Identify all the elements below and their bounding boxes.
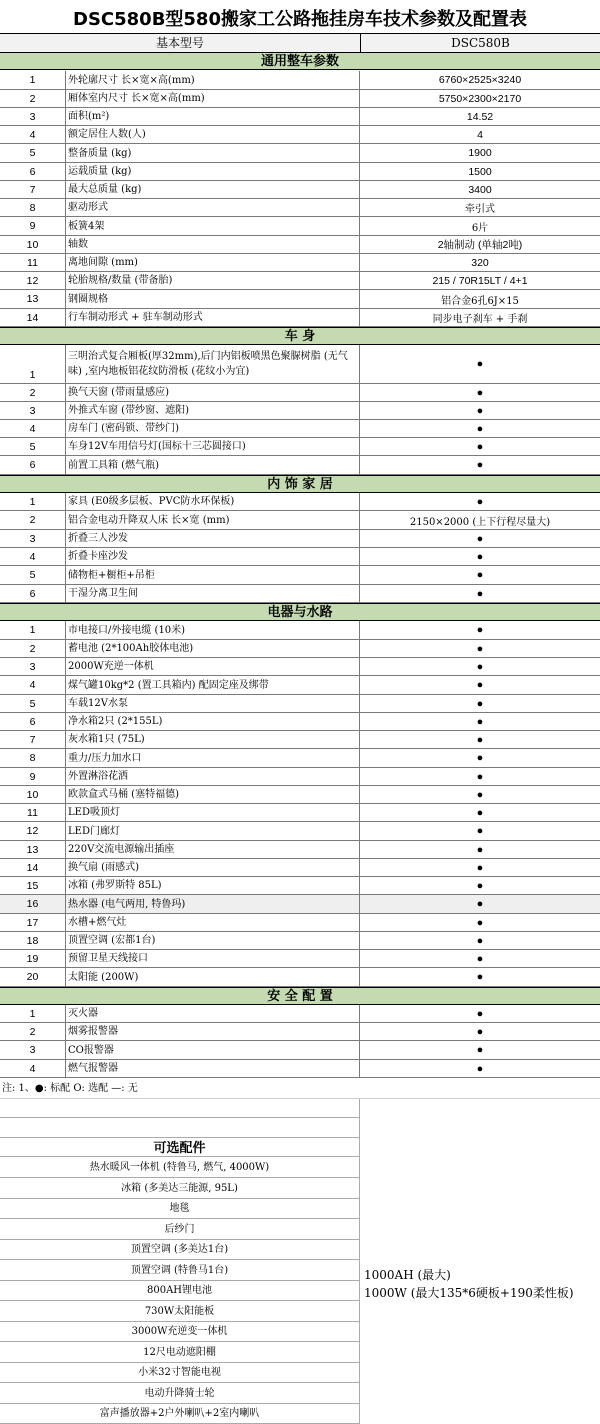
row-number: 3 xyxy=(0,402,66,419)
row-value: 6片 xyxy=(471,222,489,234)
table-row xyxy=(0,511,600,530)
row-value: ● xyxy=(476,806,484,819)
section-general-title: 通用整车参数 xyxy=(0,52,600,70)
row-parameter: 面积(m²) xyxy=(66,108,360,125)
table-row xyxy=(0,71,600,90)
row-value: ● xyxy=(476,715,484,728)
row-value: ● xyxy=(476,1044,484,1056)
row-parameter: 预留卫星天线接口 xyxy=(66,950,360,967)
table-row xyxy=(0,126,600,144)
row-number: 1 xyxy=(0,1005,66,1022)
row-value: ● xyxy=(476,679,484,691)
page-title: DSC580B型580搬家工公路拖挂房车技术参数及配置表 xyxy=(73,9,527,30)
row-parameter: 厢体室内尺寸 长×宽×高(mm) xyxy=(66,90,360,107)
row-value: ● xyxy=(476,879,484,892)
option-item: 800AH锂电池 xyxy=(0,1280,360,1301)
table-row xyxy=(0,695,600,713)
table-row xyxy=(0,1005,600,1023)
table-row xyxy=(0,804,600,822)
solar-note: 1000W (最大135*6硬板+190柔性板) xyxy=(364,1286,574,1300)
row-parameter: 太阳能 (200W) xyxy=(66,968,360,986)
row-number: 8 xyxy=(0,199,66,216)
row-number: 6 xyxy=(0,456,66,474)
table-row xyxy=(0,786,600,804)
table-row xyxy=(0,768,600,786)
row-parameter: 铝合金电动升降双人床 长×宽 (mm) xyxy=(66,511,360,529)
row-value: ● xyxy=(476,422,484,435)
row-number: 13 xyxy=(0,290,66,308)
table-row xyxy=(0,181,600,199)
row-number: 11 xyxy=(0,804,66,821)
row-parameter: 额定居住人数(人) xyxy=(66,126,360,143)
row-number: 7 xyxy=(0,181,66,198)
header-model: DSC580B xyxy=(451,36,510,50)
row-number: 4 xyxy=(0,1060,66,1077)
row-number: 5 xyxy=(0,438,66,455)
row-value: ● xyxy=(476,358,484,370)
table-row xyxy=(0,676,600,695)
option-item: 顶置空调 (特鲁马1台) xyxy=(0,1260,360,1281)
row-parameter: 折叠三人沙发 xyxy=(66,530,360,547)
row-value: ● xyxy=(476,733,484,746)
row-number: 2 xyxy=(0,384,66,401)
table-row xyxy=(0,640,600,658)
row-parameter: 前置工具箱 (燃气瓶) xyxy=(66,456,360,474)
row-parameter: 家具 (E0级多层板、PVC防水环保板) xyxy=(66,493,360,510)
table-row xyxy=(0,309,600,327)
row-value: 1500 xyxy=(468,165,492,178)
table-row xyxy=(0,420,600,438)
table-row xyxy=(0,841,600,859)
row-number: 2 xyxy=(0,1023,66,1040)
row-number: 10 xyxy=(0,786,66,803)
row-number: 6 xyxy=(0,163,66,180)
table-row xyxy=(0,1041,600,1060)
table-row xyxy=(0,548,600,566)
row-parameter: CO报警器 xyxy=(66,1041,360,1059)
row-number: 9 xyxy=(0,217,66,235)
row-value: ● xyxy=(476,550,484,563)
row-parameter: 驱动形式 xyxy=(66,199,360,216)
option-item: 730W太阳能板 xyxy=(0,1301,360,1322)
table-row xyxy=(0,272,600,290)
row-parameter: 煤气罐10kg*2 (置工具箱内) 配固定座及绑带 xyxy=(66,676,360,694)
option-item: 小米32寸智能电视 xyxy=(0,1362,360,1383)
row-value: ● xyxy=(476,770,484,783)
row-parameter: 板簧4架 xyxy=(66,217,360,235)
option-item: 后纱门 xyxy=(0,1219,360,1240)
legend-note: 注: 1、●: 标配 O: 选配 —: 无 xyxy=(0,1079,600,1099)
row-value: ● xyxy=(476,843,484,856)
row-parameter: 蓄电池 (2*100Ah胶体电池) xyxy=(66,640,360,657)
row-value: 14.52 xyxy=(466,110,494,123)
table-row xyxy=(0,968,600,987)
blank-row xyxy=(0,1118,360,1138)
option-item: 顶置空调 (多美达1台) xyxy=(0,1239,360,1260)
row-parameter: 市电接口/外接电缆 (10米) xyxy=(66,621,360,639)
row-number: 1 xyxy=(0,345,66,383)
table-row xyxy=(0,290,600,309)
table-row xyxy=(0,530,600,548)
row-number: 12 xyxy=(0,272,66,289)
row-parameter: 车载12V水泵 xyxy=(66,695,360,712)
section-electrical-title: 电器与水路 xyxy=(0,603,600,621)
section-body-title: 车 身 xyxy=(0,327,600,345)
table-row xyxy=(0,90,600,108)
row-parameter: 干湿分离卫生间 xyxy=(66,585,360,602)
row-parameter: 净水箱2只 (2*155L) xyxy=(66,713,360,730)
row-value: 5750×2300×2170 xyxy=(438,92,522,105)
table-row xyxy=(0,199,600,217)
row-value: ● xyxy=(476,440,484,453)
row-number: 4 xyxy=(0,420,66,437)
section-interior-title: 内 饰 家 居 xyxy=(0,475,600,493)
row-parameter: 外推式车窗 (带纱窗、遮阳) xyxy=(66,402,360,419)
row-value: ● xyxy=(476,971,484,983)
table-row xyxy=(0,402,600,420)
table-header xyxy=(0,33,600,54)
row-value: ● xyxy=(476,532,484,545)
row-value: 215 / 70R15LT / 4+1 xyxy=(432,274,528,287)
blank-row xyxy=(0,1099,360,1118)
row-number: 2 xyxy=(0,511,66,529)
table-row xyxy=(0,438,600,456)
row-number: 17 xyxy=(0,914,66,931)
row-number: 9 xyxy=(0,768,66,785)
row-number: 5 xyxy=(0,566,66,584)
table-row xyxy=(0,895,600,914)
row-parameter: 欧款盒式马桶 (塞特福德) xyxy=(66,786,360,803)
row-value: 铝合金6孔6J×15 xyxy=(441,295,519,307)
row-parameter: 房车门 (密码锁、带纱门) xyxy=(66,420,360,437)
row-parameter: 烟雾报警器 xyxy=(66,1023,360,1040)
table-row xyxy=(0,163,600,181)
header-label: 基本型号 xyxy=(0,34,361,53)
row-parameter: 行车制动形式 + 驻车制动形式 xyxy=(66,309,360,326)
row-value: 6760×2525×3240 xyxy=(438,74,522,86)
table-row xyxy=(0,859,600,877)
row-number: 11 xyxy=(0,254,66,271)
row-value: ● xyxy=(476,697,484,710)
table-row xyxy=(0,1060,600,1078)
row-parameter: LED吸顶灯 xyxy=(66,804,360,821)
table-row xyxy=(0,144,600,163)
row-parameter: 顶置空调 (宏都1台) xyxy=(66,932,360,949)
row-value: 4 xyxy=(477,128,483,141)
row-value: ● xyxy=(476,934,484,947)
row-number: 10 xyxy=(0,236,66,253)
option-item: 冰箱 (多美达三能源, 95L) xyxy=(0,1178,360,1199)
table-row xyxy=(0,749,600,768)
table-row xyxy=(0,566,600,585)
row-parameter: 灰水箱1只 (75L) xyxy=(66,731,360,748)
row-value: 2150×2000 (上下行程尽量大) xyxy=(409,516,551,528)
row-value: ● xyxy=(476,898,484,910)
table-row xyxy=(0,585,600,603)
table-row xyxy=(0,950,600,968)
row-number: 4 xyxy=(0,676,66,694)
row-value: ● xyxy=(476,861,484,874)
row-parameter: LED门廊灯 xyxy=(66,822,360,840)
row-value: ● xyxy=(476,404,484,417)
row-value: ● xyxy=(476,1025,484,1038)
row-parameter: 最大总质量 (kg) xyxy=(66,181,360,198)
row-value: ● xyxy=(476,1007,484,1020)
row-parameter: 轴数 xyxy=(66,236,360,253)
row-value: ● xyxy=(476,624,484,636)
table-row xyxy=(0,236,600,254)
row-value: ● xyxy=(476,788,484,801)
row-number: 8 xyxy=(0,749,66,767)
row-parameter: 灭火器 xyxy=(66,1005,360,1022)
row-parameter: 钢圈规格 xyxy=(66,290,360,308)
row-number: 13 xyxy=(0,841,66,858)
row-number: 19 xyxy=(0,950,66,967)
row-number: 16 xyxy=(0,895,66,913)
row-number: 1 xyxy=(0,493,66,510)
row-number: 3 xyxy=(0,658,66,675)
option-item: 地毯 xyxy=(0,1198,360,1219)
table-row xyxy=(0,1023,600,1041)
row-parameter: 220V交流电源输出插座 xyxy=(66,841,360,858)
options-title: 可选配件 xyxy=(0,1138,360,1157)
row-number: 1 xyxy=(0,71,66,89)
table-row xyxy=(0,713,600,731)
table-row xyxy=(0,384,600,402)
row-value: 1900 xyxy=(468,147,492,159)
row-number: 14 xyxy=(0,309,66,326)
option-item: 电动升降骑士轮 xyxy=(0,1383,360,1404)
row-parameter: 三明治式复合厢板(厚32mm),后门内铝板喷黑色聚脲树脂 (无气味) ,室内地板铝花纹防滑板 (花纹小为宜) xyxy=(66,345,360,383)
row-number: 3 xyxy=(0,530,66,547)
table-row xyxy=(0,877,600,895)
row-number: 5 xyxy=(0,695,66,712)
row-number: 12 xyxy=(0,822,66,840)
row-number: 2 xyxy=(0,90,66,107)
row-parameter: 储物柜+橱柜+吊柜 xyxy=(66,566,360,584)
row-number: 4 xyxy=(0,548,66,565)
row-parameter: 换气扇 (雨感式) xyxy=(66,859,360,876)
row-number: 6 xyxy=(0,713,66,730)
table-row xyxy=(0,932,600,950)
row-parameter: 轮胎规格/数量 (带备胎) xyxy=(66,272,360,289)
table-row xyxy=(0,254,600,272)
row-parameter: 换气天窗 (带雨量感应) xyxy=(66,384,360,401)
row-number: 3 xyxy=(0,108,66,125)
row-value: ● xyxy=(476,459,484,471)
row-parameter: 整备质量 (kg) xyxy=(66,144,360,162)
row-value: ● xyxy=(476,825,484,837)
row-number: 15 xyxy=(0,877,66,894)
row-number: 14 xyxy=(0,859,66,876)
row-value: ● xyxy=(476,916,484,929)
row-value: ● xyxy=(476,660,484,673)
row-value: ● xyxy=(476,587,484,600)
row-number: 7 xyxy=(0,731,66,748)
row-number: 4 xyxy=(0,126,66,143)
row-parameter: 折叠卡座沙发 xyxy=(66,548,360,565)
row-parameter: 燃气报警器 xyxy=(66,1060,360,1077)
row-value: ● xyxy=(476,495,484,508)
battery-note: 1000AH (最大) xyxy=(364,1268,451,1282)
row-parameter: 2000W充逆一体机 xyxy=(66,658,360,675)
row-number: 20 xyxy=(0,968,66,986)
row-value: 牵引式 xyxy=(465,204,495,215)
row-value: ● xyxy=(476,1062,484,1075)
row-value: ● xyxy=(476,569,484,581)
section-safety-title: 安 全 配 置 xyxy=(0,987,600,1005)
row-value: 2轴制动 (单轴2吨) xyxy=(437,239,523,251)
row-number: 6 xyxy=(0,585,66,602)
row-number: 5 xyxy=(0,144,66,162)
table-row xyxy=(0,914,600,932)
row-number: 1 xyxy=(0,621,66,639)
row-value: ● xyxy=(476,752,484,764)
option-item: 富声播放器+2户外喇叭+2室内喇叭 xyxy=(0,1403,360,1424)
row-parameter: 外置淋浴花洒 xyxy=(66,768,360,785)
row-parameter: 重力/压力加水口 xyxy=(66,749,360,767)
row-value: ● xyxy=(476,386,484,399)
row-parameter: 车身12V车用信号灯(国标十三芯圆接口) xyxy=(66,438,360,455)
option-item: 12尺电动遮阳棚 xyxy=(0,1342,360,1363)
table-row xyxy=(0,345,600,384)
row-parameter: 水槽+燃气灶 xyxy=(66,914,360,931)
row-value: 320 xyxy=(471,256,489,269)
table-row xyxy=(0,658,600,676)
row-parameter: 冰箱 (弗罗斯特 85L) xyxy=(66,877,360,894)
row-parameter: 运载质量 (kg) xyxy=(66,163,360,180)
row-value: 3400 xyxy=(468,183,492,196)
row-parameter: 离地间隙 (mm) xyxy=(66,254,360,271)
table-row xyxy=(0,731,600,749)
table-row xyxy=(0,822,600,841)
option-item: 3000W充逆变一体机 xyxy=(0,1321,360,1342)
table-row xyxy=(0,108,600,126)
row-parameter: 外轮廓尺寸 长×宽×高(mm) xyxy=(66,71,360,89)
row-number: 18 xyxy=(0,932,66,949)
row-value: ● xyxy=(476,642,484,655)
option-item: 热水暖风一体机 (特鲁马, 燃气, 4000W) xyxy=(0,1157,360,1178)
table-row xyxy=(0,621,600,640)
table-row xyxy=(0,493,600,511)
row-number: 3 xyxy=(0,1041,66,1059)
row-value: ● xyxy=(476,952,484,965)
row-parameter: 热水器 (电气两用, 特鲁玛) xyxy=(66,895,360,913)
table-row xyxy=(0,217,600,236)
row-value: 同步电子刹车 + 手刹 xyxy=(432,314,528,325)
table-row xyxy=(0,456,600,475)
row-number: 2 xyxy=(0,640,66,657)
